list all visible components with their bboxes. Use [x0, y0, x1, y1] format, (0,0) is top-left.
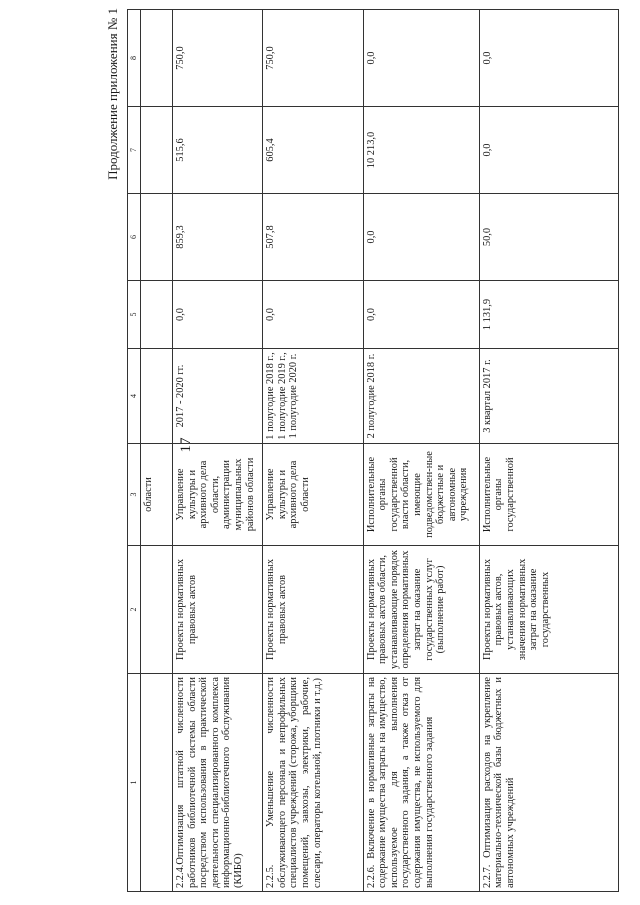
value-cell: 0,0	[363, 194, 479, 281]
annex-label: Продолжение приложения № 1	[105, 8, 120, 180]
value-cell: 50,0	[479, 194, 618, 281]
measure-cell: 2.2.6. Включение в нормативные затраты на содержание имущества затраты на имущество, используемое для выполнения государственного задания, а также отказ от содержания имущества, не используемого для выполнения государственного задания	[363, 674, 479, 892]
value-cell: 0,0	[363, 10, 479, 107]
table-row	[363, 10, 479, 892]
value-cell: 750,0	[172, 10, 262, 107]
col-number-4: 4	[128, 349, 141, 444]
period-cell: 2017 - 2020 гг.	[172, 349, 262, 444]
value-cell: 10 213,0	[363, 107, 479, 194]
table-row	[479, 10, 618, 892]
value-cell: 515,6	[172, 107, 262, 194]
period-cell: 2 полугодие 2018 г.	[363, 349, 479, 444]
table-row	[172, 10, 262, 892]
value-cell: 0,0	[263, 281, 363, 349]
value-cell: 605,4	[263, 107, 363, 194]
responsible-cell: Исполнительные органы государственной власти области, имеющие подведомствен-ные бюджетные и автономные учреждения	[363, 444, 479, 546]
period-cell: 3 квартал 2017 г.	[479, 349, 618, 444]
col-number-7: 7	[128, 107, 141, 194]
value-cell: 750,0	[263, 10, 363, 107]
measures-table	[127, 9, 619, 892]
col-number-3: 3	[128, 444, 141, 546]
col-number-1: 1	[128, 674, 141, 892]
col-number-6: 6	[128, 194, 141, 281]
table-row	[263, 10, 363, 892]
value-cell: 0,0	[172, 281, 262, 349]
page-number: 17	[178, 437, 194, 453]
measure-cell: 2.2.4.Оптимизация штатной численности работников библиотечной системы области посредством использования в практической деятельности специализированного комплекса информационно-библиотечного обслуживания (КИБО)	[172, 674, 262, 892]
document-cell: Проекты нормативных правовых актов	[172, 546, 262, 674]
measure-cell: 2.2.5. Уменьшение численности обслуживающего персонала и непрофильных специалистов учреждений (сторожа, уборщики помещений, завхозы, электрики, рабочие, слесари, операторы котельной, плотники и т.д.)	[263, 674, 363, 892]
value-cell: 859,3	[172, 194, 262, 281]
value-cell: 0,0	[479, 107, 618, 194]
document-cell: Проекты нормативных правовых актов	[263, 546, 363, 674]
measure-cell: 2.2.7. Оптимизация расходов на укрепление материально-технической базы бюджетных и автономных учреждений	[479, 674, 618, 892]
column-number-row	[128, 10, 141, 892]
col-number-2: 2	[128, 546, 141, 674]
continuation-text: области	[140, 444, 172, 546]
document-cell: Проекты нормативных правовых актов области, устанавливающие порядок определения нормативных затрат на оказание государственных услуг (выполнение работ)	[363, 546, 479, 674]
document-cell: Проекты нормативных правовых актов, устанавливающих значения нормативных затрат на оказание государственных	[479, 546, 618, 674]
responsible-cell: Управление культуры и архивного дела области, администрации муниципальных районов области	[172, 444, 262, 546]
col-number-8: 8	[128, 10, 141, 107]
responsible-cell: Управление культуры и архивного дела области	[263, 444, 363, 546]
value-cell: 0,0	[363, 281, 479, 349]
responsible-cell: Исполнительные органы государственной	[479, 444, 618, 546]
value-cell: 0,0	[479, 10, 618, 107]
value-cell: 1 131,9	[479, 281, 618, 349]
continuation-row	[140, 10, 172, 892]
value-cell: 507,8	[263, 194, 363, 281]
col-number-5: 5	[128, 281, 141, 349]
period-cell: 1 полугодие 2018 г., 1 полугодие 2019 г., 1 полугодие 2020 г.	[263, 349, 363, 444]
